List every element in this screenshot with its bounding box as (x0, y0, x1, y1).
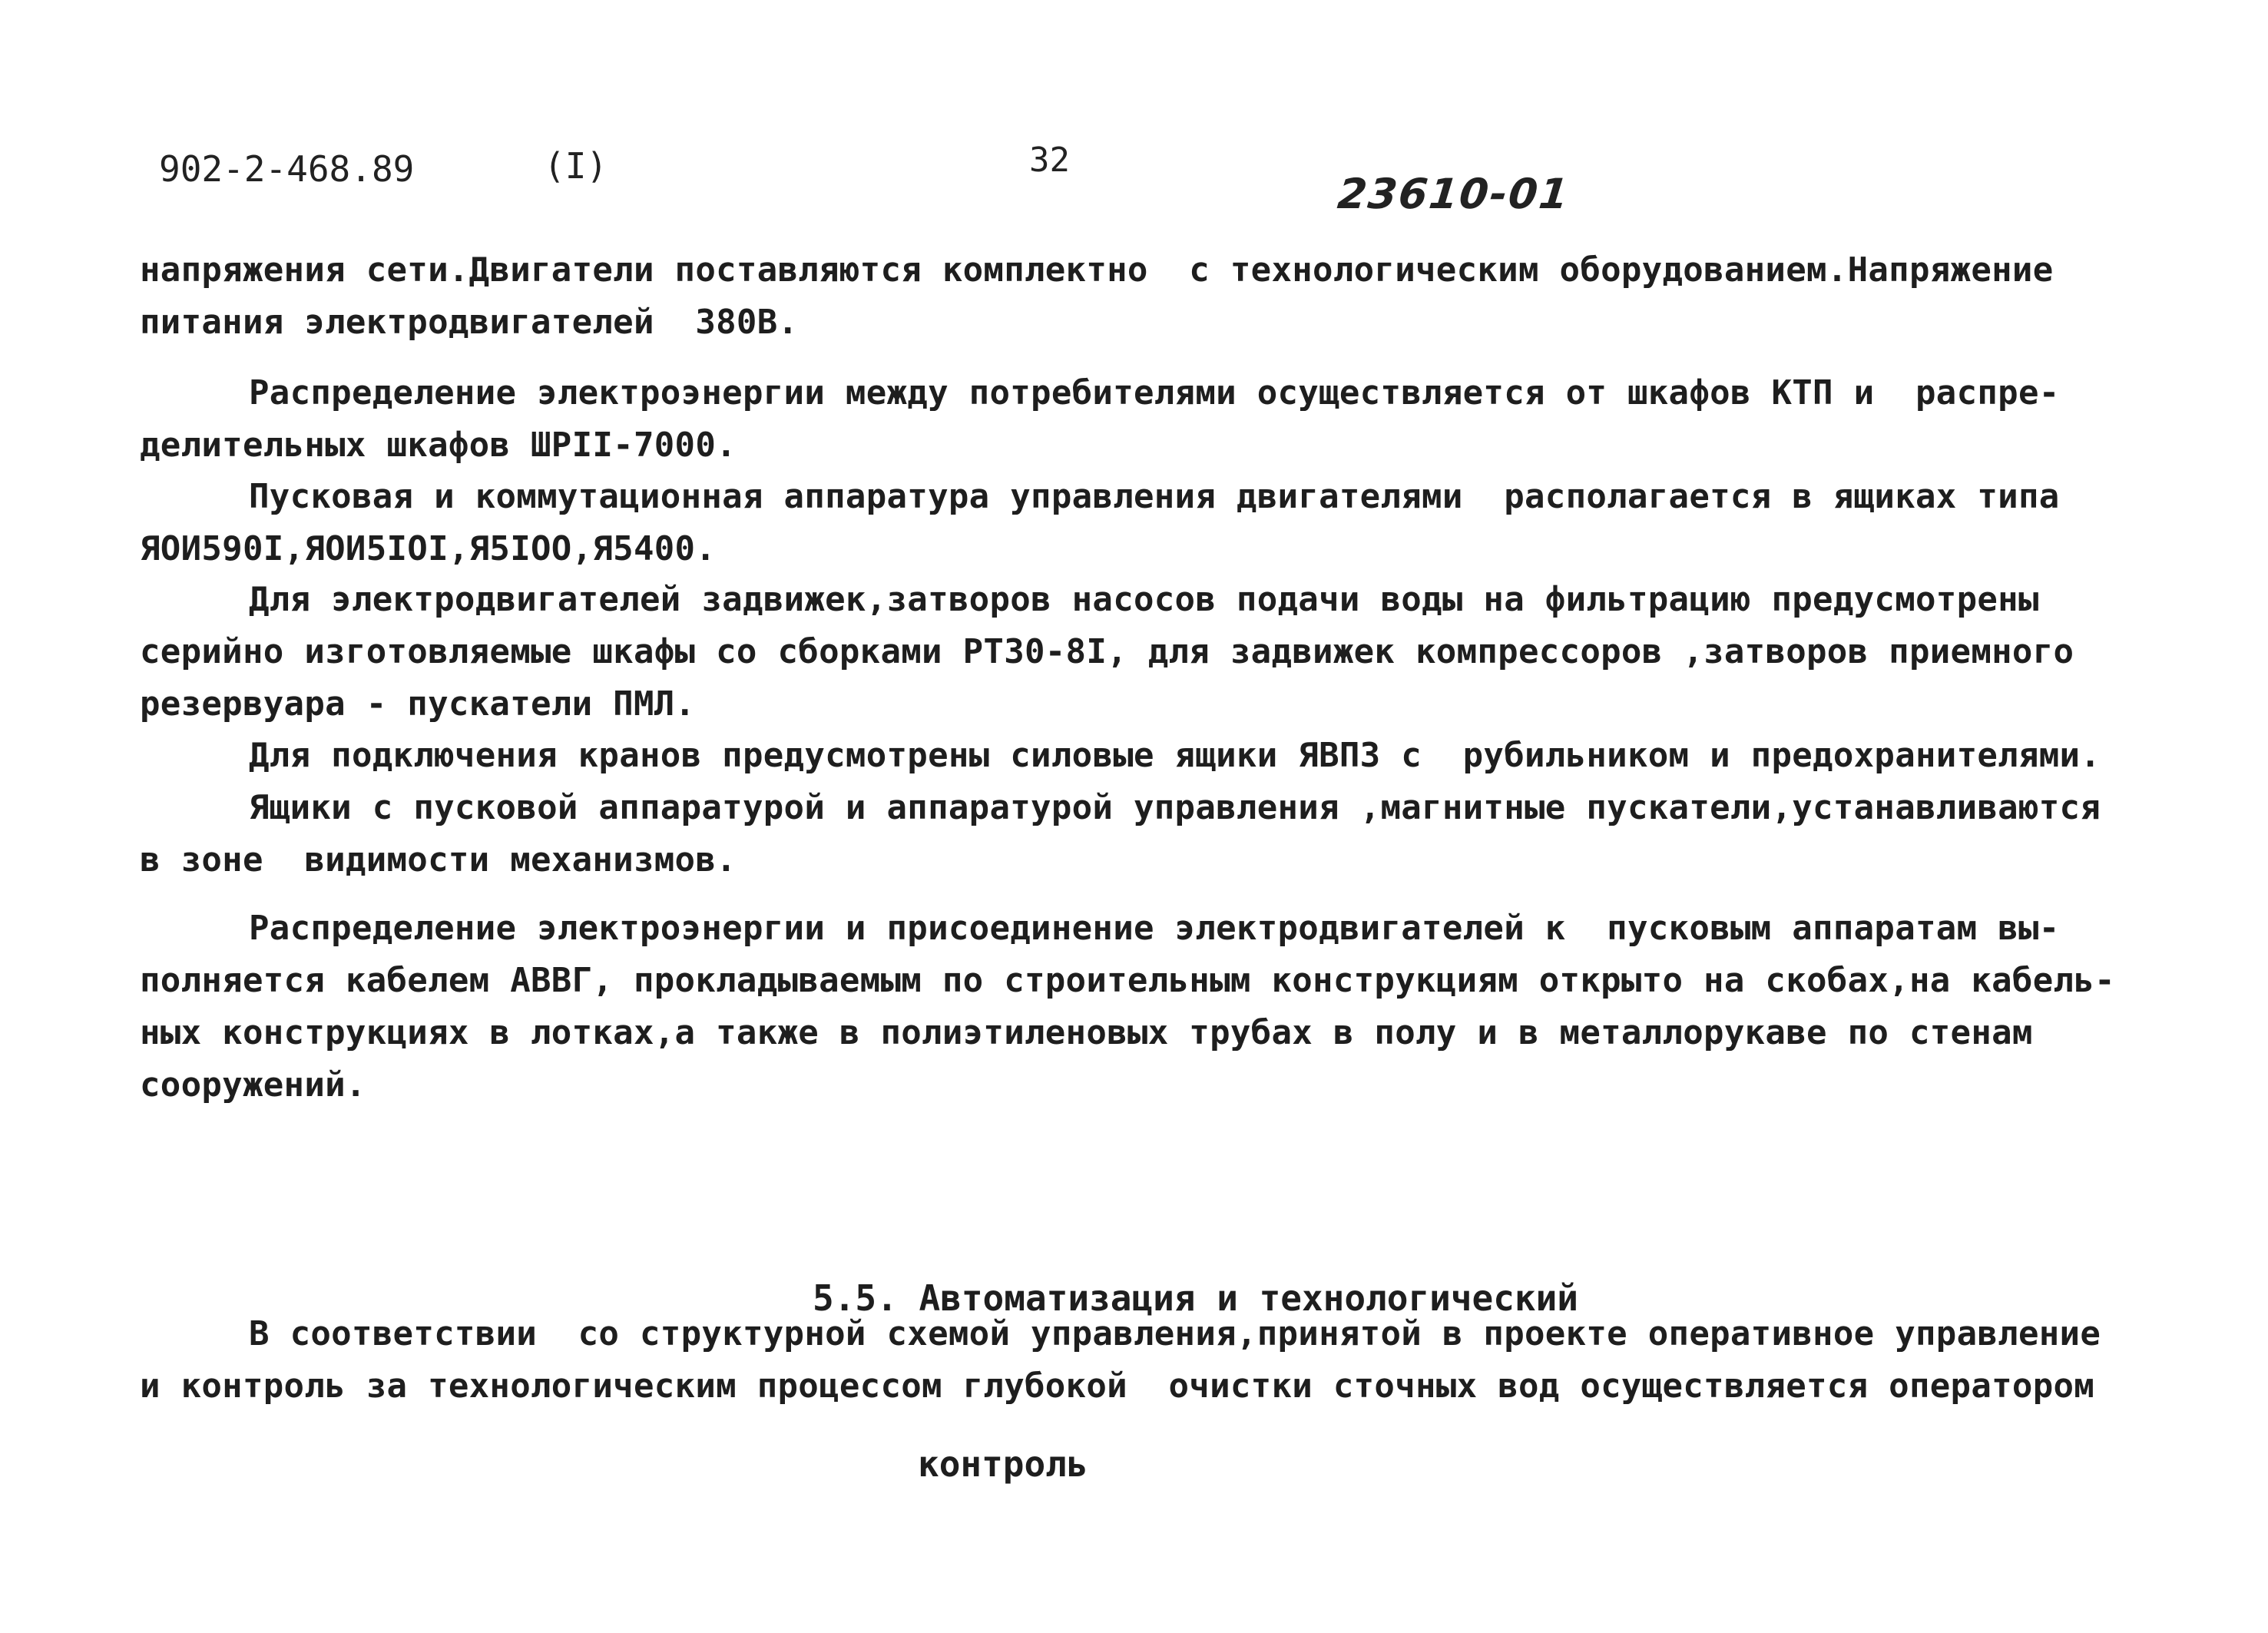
page-number: 32 (1029, 141, 1070, 180)
section-heading-line: 5.5. Автоматизация и технологический (813, 1277, 1578, 1319)
text-line: В соответствии со структурной схемой управления,принятой в проекте оперативное управление (249, 1314, 2101, 1353)
text-line: делительных шкафов ШРII-7000. (140, 426, 737, 465)
paragraph-valve-drives (140, 574, 2152, 730)
text-line: серийно изготовляемые шкафы со сборками РТ30-8I, для задвижек компрессоров ,затворов приемного (140, 632, 2074, 671)
text-line: в зоне видимости механизмов. (140, 840, 737, 879)
text-line: Для подключения кранов предусмотрены силовые ящики ЯВП3 с рубильником и предохранителями. (249, 736, 2101, 775)
text-line: полняется кабелем АВВГ, прокладываемым по строительным конструкциям открыто на скобах,на кабель- (140, 961, 2115, 1000)
text-line: напряжения сети.Двигатели поставляются комплектно с технологическим оборудованием.Напряжение (140, 250, 2054, 290)
document-part-number: (I) (544, 145, 608, 187)
text-line: и контроль за технологическим процессом глубокой очистки сточных вод осуществляется оператором (140, 1366, 2095, 1406)
text-line: Пусковая и коммутационная аппаратура управления двигателями располагается в ящиках типа (249, 477, 2060, 516)
text-line: Распределение электроэнергии и присоединение электродвигателей к пусковым аппаратам вы- (249, 909, 2060, 948)
text-line: ных конструкциях в лотках,а также в полиэтиленовых трубах в полу и в металлорукаве по стенам (140, 1013, 2033, 1052)
paragraph-boxes-placement (140, 782, 2152, 886)
paragraph-control-scheme (140, 1308, 2152, 1413)
text-line: резервуара - пускатели ПМЛ. (140, 684, 696, 724)
inventory-stamp: 23610-01 (1335, 170, 1572, 218)
paragraph-crane-connection (140, 730, 2152, 782)
text-line: Распределение электроэнергии между потребителями осуществляется от шкафов КТП и распре- (249, 373, 2060, 412)
text-line: Для электродвигателей задвижек,затворов насосов подачи воды на фильтрацию предусмотрены (249, 580, 2039, 619)
document-code: 902-2-468.89 (159, 148, 415, 190)
text-line: сооружений. (140, 1065, 366, 1105)
paragraph-starting-equipment (140, 471, 2152, 575)
text-line: ЯОИ590I,ЯОИ5IOI,Я5IOO,Я5400. (140, 529, 717, 568)
text-line: питания электродвигателей 380В. (140, 303, 799, 342)
text-line: Ящики с пусковой аппаратурой и аппаратурой управления ,магнитные пускатели,устанавливаются (249, 788, 2101, 827)
paragraph-cabling (140, 903, 2152, 1111)
section-heading-line: контроль (918, 1443, 1088, 1485)
paragraph-motor-supply (140, 244, 2152, 349)
paragraph-power-distribution (140, 367, 2152, 472)
